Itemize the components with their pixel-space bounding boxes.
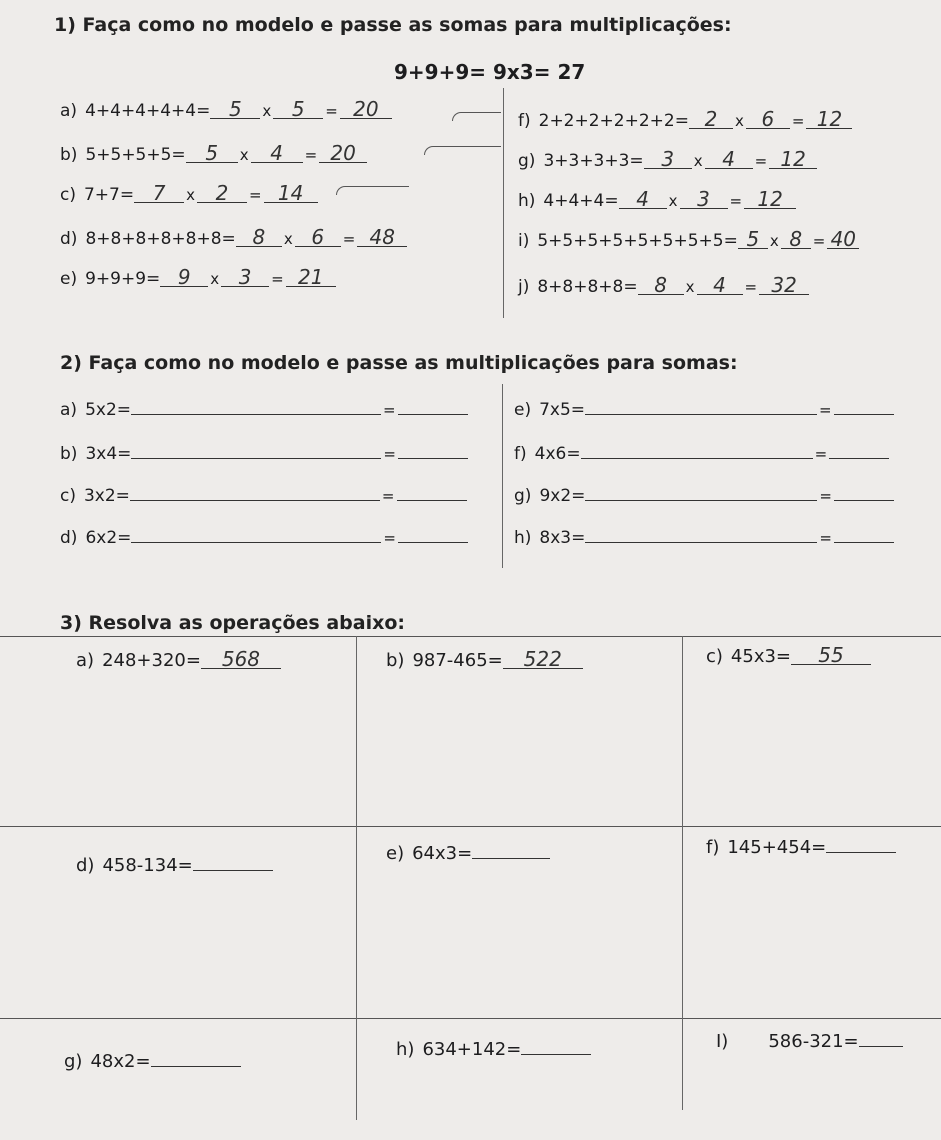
q2-item-b: b) 3x4= =: [60, 440, 468, 464]
bracket-mark: [452, 112, 501, 121]
table-column-divider-1: [356, 636, 357, 1120]
q2-item-h: h) 8x3= =: [514, 524, 894, 548]
q2-item-f: f) 4x6= =: [514, 440, 889, 464]
q1-item-f: f) 2+2+2+2+2+2= 2 x 6 = 12: [518, 110, 852, 131]
q1-item-a: a) 4+4+4+4+4= 5 x 5 = 20: [60, 100, 392, 121]
column-divider-q2: [502, 384, 503, 568]
q3-cell-d: d) 458-134=: [76, 852, 273, 876]
q3-cell-b: b) 987-465= 522: [386, 650, 583, 671]
table-border-middle: [0, 826, 941, 827]
table-border-top: [0, 636, 941, 637]
q1-item-b: b) 5+5+5+5= 5 x 4 = 20: [60, 144, 367, 165]
q3-cell-g: g) 48x2=: [64, 1048, 241, 1072]
q3-cell-a: a) 248+320= 568: [76, 650, 281, 671]
question-1-title: 1) Faça como no modelo e passe as somas para multiplicações:: [54, 14, 732, 36]
column-divider-q1: [503, 88, 504, 318]
q1-item-c: c) 7+7= 7 x 2 = 14: [60, 184, 318, 205]
q3-cell-e: e) 64x3=: [386, 840, 550, 864]
model-example: 9+9+9= 9x3= 27: [394, 60, 586, 84]
question-3-title: 3) Resolva as operações abaixo:: [60, 612, 405, 634]
q1-item-h: h) 4+4+4= 4 x 3 = 12: [518, 190, 796, 211]
q2-item-a: a) 5x2= =: [60, 396, 468, 420]
bracket-mark: [424, 146, 501, 155]
table-column-divider-2: [682, 636, 683, 1110]
q1-item-e: e) 9+9+9= 9 x 3 = 21: [60, 268, 336, 289]
q1-item-j: j) 8+8+8+8= 8 x 4 = 32: [518, 276, 809, 297]
q3-cell-i: I) 586-321=: [716, 1028, 903, 1052]
q2-item-e: e) 7x5= =: [514, 396, 894, 420]
q3-cell-f: f) 145+454=: [706, 834, 896, 858]
q1-item-i: i) 5+5+5+5+5+5+5+5= 5 x 8 = 40: [518, 230, 859, 251]
q2-item-g: g) 9x2= =: [514, 482, 894, 506]
question-2-title: 2) Faça como no modelo e passe as multiplicações para somas:: [60, 352, 738, 374]
q2-item-d: d) 6x2= =: [60, 524, 468, 548]
q3-cell-c: c) 45x3= 55: [706, 646, 871, 667]
q1-item-g: g) 3+3+3+3= 3 x 4 = 12: [518, 150, 817, 171]
q3-cell-h: h) 634+142=: [396, 1036, 591, 1060]
table-border-lower: [0, 1018, 941, 1019]
bracket-mark: [336, 186, 409, 195]
q2-item-c: c) 3x2= =: [60, 482, 467, 506]
q1-item-d: d) 8+8+8+8+8+8= 8 x 6 = 48: [60, 228, 407, 249]
